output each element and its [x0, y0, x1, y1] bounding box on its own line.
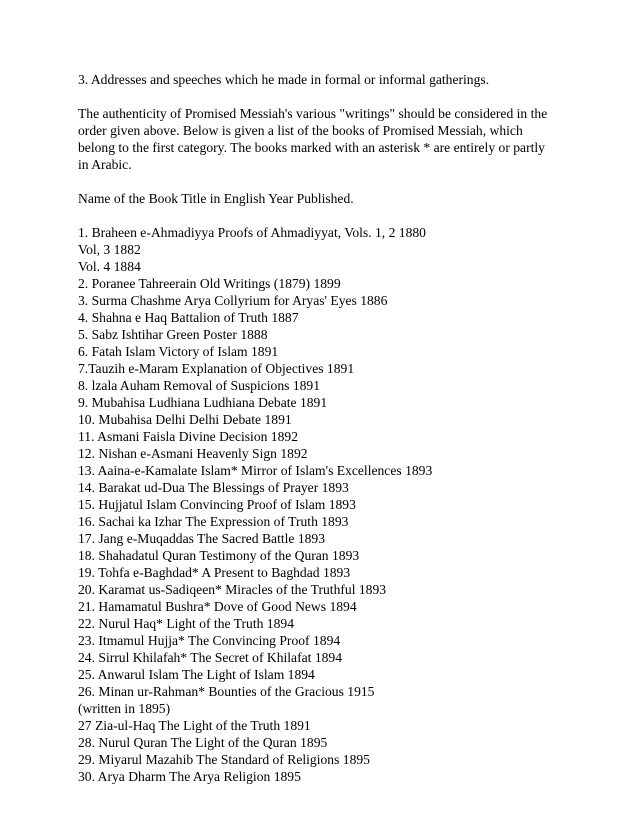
book-list-item: 21. Hamamatul Bushra* Dove of Good News 1894	[78, 599, 357, 614]
book-list-item: 28. Nurul Quran The Light of the Quran 1895	[78, 735, 328, 750]
book-list-item: 18. Shahadatul Quran Testimony of the Quran 1893	[78, 548, 360, 563]
book-list-item: 25. Anwarul Islam The Light of Islam 1894	[78, 667, 315, 682]
book-list-item: 1. Braheen e-Ahmadiyya Proofs of Ahmadiyyat, Vols. 1, 2 1880	[78, 225, 426, 240]
paragraph-gap	[78, 207, 578, 224]
book-list-item: 30. Arya Dharm The Arya Religion 1895	[78, 769, 301, 784]
book-list-item: 7.Tauzih e-Maram Explanation of Objectives 1891	[78, 361, 355, 376]
paragraph-gap	[78, 173, 578, 190]
book-list-item: 5. Sabz Ishtihar Green Poster 1888	[78, 327, 268, 342]
book-list-item: 20. Karamat us-Sadiqeen* Miracles of the Truthful 1893	[78, 582, 387, 597]
paragraph-line: order given above. Below is given a list of the books of Promised Messiah, which	[78, 123, 523, 138]
book-list-item: 13. Aaina-e-Kamalate Islam* Mirror of Islam's Excellences 1893	[78, 463, 433, 478]
intro-item: 3. Addresses and speeches which he made in formal or informal gatherings.	[78, 72, 490, 87]
book-list-item: 8. lzala Auham Removal of Suspicions 1891	[78, 378, 321, 393]
book-list	[78, 224, 578, 785]
book-list-item: 22. Nurul Haq* Light of the Truth 1894	[78, 616, 294, 631]
book-list-item: 16. Sachai ka Izhar The Expression of Truth 1893	[78, 514, 349, 529]
book-list-item: 2. Poranee Tahreerain Old Writings (1879) 1899	[78, 276, 341, 291]
book-list-item: 27 Zia-ul-Haq The Light of the Truth 1891	[78, 718, 311, 733]
paragraph-gap	[78, 88, 578, 105]
book-list-item: Vol, 3 1882	[78, 242, 141, 257]
book-list-item: 9. Mubahisa Ludhiana Ludhiana Debate 1891	[78, 395, 328, 410]
paragraph-line: in Arabic.	[78, 157, 132, 172]
page-content	[78, 71, 578, 785]
book-list-item: 17. Jang e-Muqaddas The Sacred Battle 1893	[78, 531, 326, 546]
book-list-item: 6. Fatah Islam Victory of Islam 1891	[78, 344, 279, 359]
book-list-item: 24. Sirrul Khilafah* The Secret of Khilafat 1894	[78, 650, 343, 665]
book-list-item: 26. Minan ur-Rahman* Bounties of the Gracious 1915	[78, 684, 375, 699]
book-list-item: 15. Hujjatul Islam Convincing Proof of Islam 1893	[78, 497, 356, 512]
book-list-item: 11. Asmani Faisla Divine Decision 1892	[78, 429, 298, 444]
book-list-item: 4. Shahna e Haq Battalion of Truth 1887	[78, 310, 299, 325]
paragraph-line: belong to the first category. The books marked with an asterisk * are entirely or partly	[78, 140, 545, 155]
book-list-item: 14. Barakat ud-Dua The Blessings of Prayer 1893	[78, 480, 349, 495]
book-list-item: 19. Tohfa e-Baghdad* A Present to Baghdad 1893	[78, 565, 351, 580]
book-list-item: 29. Miyarul Mazahib The Standard of Religions 1895	[78, 752, 370, 767]
book-list-item: 23. Itmamul Hujja* The Convincing Proof 1894	[78, 633, 341, 648]
book-list-item: Vol. 4 1884	[78, 259, 141, 274]
book-list-item: 12. Nishan e-Asmani Heavenly Sign 1892	[78, 446, 308, 461]
book-list-item: (written in 1895)	[78, 701, 171, 716]
authenticity-paragraph	[78, 105, 578, 173]
book-list-item: 3. Surma Chashme Arya Collyrium for Aryas' Eyes 1886	[78, 293, 388, 308]
paragraph-line: The authenticity of Promised Messiah's various "writings" should be considered in the	[78, 106, 548, 121]
book-list-item: 10. Mubahisa Delhi Delhi Debate 1891	[78, 412, 292, 427]
list-heading: Name of the Book Title in English Year Published.	[78, 191, 354, 206]
